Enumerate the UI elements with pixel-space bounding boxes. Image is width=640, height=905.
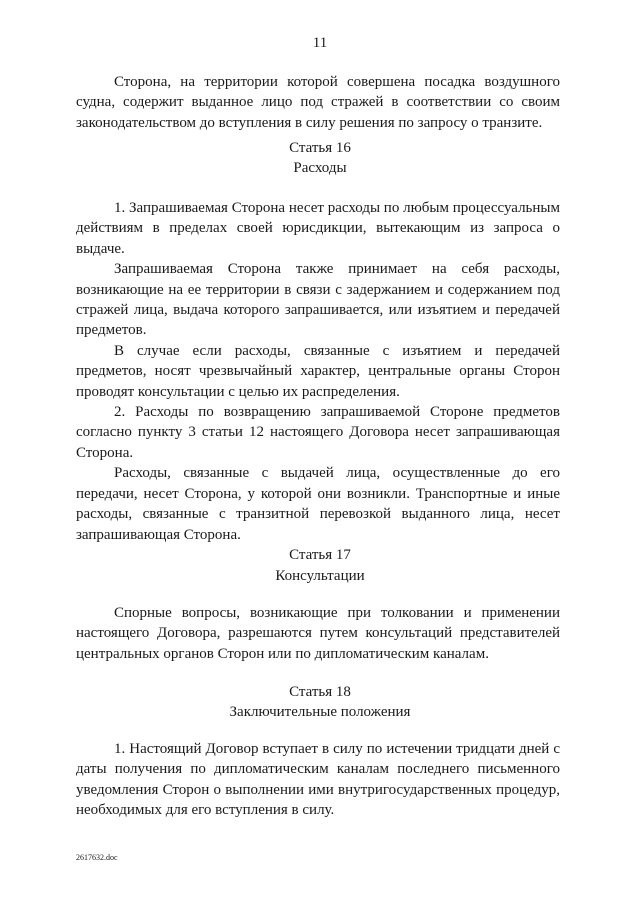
article-16-body xyxy=(76,198,560,545)
article-18-title: Заключительные положения xyxy=(229,704,411,720)
article-18-paragraph: 1. Настоящий Договор вступает в силу по истечении тридцати дней с даты получения по дипломатическим каналам последнего письменного уведомления Сторон о выполнении ими внутригосударственных процедур, необходимых для его вступления в силу. xyxy=(76,741,560,819)
article-16-paragraph: Расходы, связанные с выдачей лица, осуществленные до его передачи, несет Сторона, у которой они возникли. Транспортные и иные расходы, связанные с транзитной перевозкой выданного лица, несет запрашивающая Сторона. xyxy=(76,465,560,543)
article-17-body xyxy=(76,603,560,664)
article-16-number: Статья 16 xyxy=(289,140,351,156)
footer-file-name: 2617632.doc xyxy=(76,853,118,862)
intro-paragraph-block xyxy=(76,72,560,133)
article-18-body xyxy=(76,739,560,821)
article-16-paragraph: Запрашиваемая Сторона также принимает на себя расходы, возникающие на ее территории в связи с задержанием и содержанием под стражей лица, выдача которого запрашивается, или изъятием и передачей предметов. xyxy=(76,261,560,339)
article-16-title: Расходы xyxy=(293,160,347,176)
page-number: 11 xyxy=(312,35,328,51)
article-17-title: Консультации xyxy=(275,568,365,584)
article-17-number: Статья 17 xyxy=(289,547,351,563)
article-17-paragraph: Спорные вопросы, возникающие при толковании и применении настоящего Договора, разрешаются путем консультаций представителей центральных органов Сторон или по дипломатическим каналам. xyxy=(76,605,560,662)
intro-paragraph: Сторона, на территории которой совершена посадка воздушного судна, содержит выданное лицо под стражей в соответствии со своим законодательством до вступления в силу решения по запросу о транзите. xyxy=(76,74,560,131)
article-18-number: Статья 18 xyxy=(289,684,351,700)
article-16-paragraph: В случае если расходы, связанные с изъятием и передачей предметов, носят чрезвычайный характер, центральные органы Сторон проводят консультации с целью их распределения. xyxy=(76,342,560,400)
article-16-paragraph: 1. Запрашиваемая Сторона несет расходы по любым процессуальным действиям в пределах своей юрисдикции, вытекающим из запроса о выдаче. xyxy=(76,200,560,257)
article-16-paragraph: 2. Расходы по возвращению запрашиваемой Стороне предметов согласно пункту 3 статьи 12 настоящего Договора несет запрашивающая Сторона. xyxy=(76,404,560,461)
